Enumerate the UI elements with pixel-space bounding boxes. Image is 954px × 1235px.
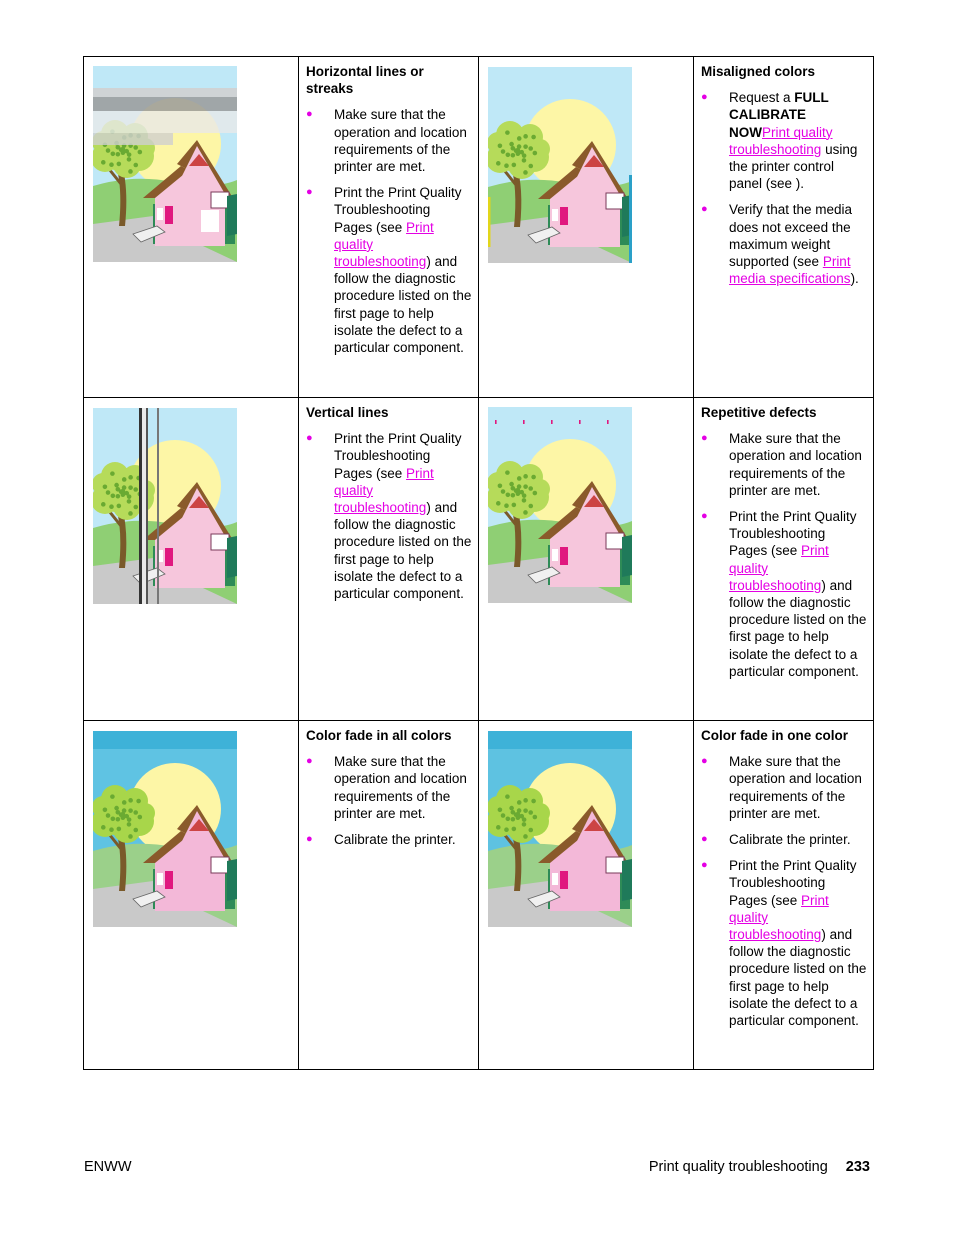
leaf-dot: [523, 808, 528, 813]
item-text: Print the Print Quality Troubleshooting Pages (see: [334, 431, 462, 481]
cross-reference-link[interactable]: Print quality troubleshooting: [334, 465, 434, 516]
leaf-dot: [509, 482, 514, 487]
text-cell: [694, 57, 874, 398]
list-item: [701, 89, 867, 192]
leaf-dot: [509, 142, 514, 147]
leaf-dot: [505, 470, 510, 475]
leaf-dot: [533, 491, 538, 496]
leaf-dot: [505, 130, 510, 135]
repeat-mark: [523, 420, 525, 424]
leaf-dot: [517, 800, 522, 805]
leaf-dot: [528, 828, 533, 833]
window: [606, 533, 624, 549]
bullet-icon: ●: [306, 186, 313, 199]
leaf-dot: [528, 486, 533, 491]
leaf-dot: [116, 152, 121, 157]
misaligned-colors-illustration: [479, 57, 693, 397]
cross-reference-link[interactable]: Print media specifications: [729, 254, 851, 287]
leaf-dot: [122, 808, 127, 813]
leaf-dot: [511, 146, 516, 151]
leaf-dot: [512, 827, 517, 832]
leaf-dot: [116, 817, 121, 822]
list-item: [306, 430, 472, 602]
tree-foliage: [530, 139, 550, 159]
leaf-dot: [127, 494, 132, 499]
list-item: [701, 430, 867, 499]
repetitive-defects-illustration: [479, 398, 693, 720]
leaf-dot: [528, 164, 533, 169]
leaf-dot: [114, 483, 119, 488]
cypress: [622, 859, 632, 901]
bullet-icon: ●: [701, 833, 708, 846]
streak-band: [93, 111, 237, 133]
leaf-dot: [523, 798, 528, 803]
repeat-mark: [551, 420, 553, 424]
item-text: Make sure that the operation and location requirements of the printer are met.: [334, 107, 467, 175]
side-window: [552, 873, 558, 885]
leaf-dot: [121, 150, 126, 155]
image-cell: [84, 398, 299, 721]
image-cell: [479, 721, 694, 1070]
vertical-line: [139, 408, 142, 604]
item-text: Make sure that the operation and location requirements of the printer are met.: [334, 754, 467, 821]
tree-foliage: [92, 796, 114, 818]
leaf-dot: [101, 160, 106, 165]
item-text: Print the Print Quality Troubleshooting Pages (see: [729, 858, 857, 908]
leaf-dot: [116, 494, 121, 499]
list-item: [306, 106, 472, 175]
leaf-dot: [512, 163, 517, 168]
leaf-dot: [516, 491, 521, 496]
list-item: [701, 831, 867, 848]
footer-section: Print quality troubleshooting: [648, 1159, 828, 1175]
vertical-lines-illustration: [84, 398, 298, 720]
misregistration-edge: [629, 175, 632, 263]
leaf-dot: [101, 502, 106, 507]
cross-reference-link[interactable]: Print quality troubleshooting: [729, 892, 829, 943]
leaf-dot: [531, 475, 536, 480]
image-cell: [479, 398, 694, 721]
item-text: Calibrate the printer.: [729, 832, 851, 848]
illustration-clip: [91, 731, 237, 927]
illustration-clip: [486, 67, 632, 263]
leaf-dot: [517, 808, 522, 813]
repeat-mark: [495, 420, 497, 424]
illustration-clip: [486, 407, 637, 603]
leaf-dot: [512, 503, 517, 508]
leaf-dot: [501, 489, 506, 494]
bullet-list: [701, 753, 867, 1029]
bullet-icon: ●: [306, 755, 313, 768]
leaf-dot: [504, 827, 509, 832]
item-text: Print the Print Quality Troubleshooting Pages (see: [729, 509, 857, 559]
leaf-dot: [128, 834, 133, 839]
leaf-dot: [523, 170, 528, 175]
leaf-dot: [522, 153, 527, 158]
text-cell: [694, 721, 874, 1070]
image-cell: [84, 57, 299, 398]
leaf-dot: [516, 815, 521, 820]
leaf-dot: [522, 158, 527, 163]
leaf-dot: [528, 810, 533, 815]
leaf-dot: [116, 810, 121, 815]
text-cell: [694, 398, 874, 721]
leaf-dot: [517, 476, 522, 481]
bullet-list: [306, 106, 472, 356]
item-text: ).: [795, 176, 805, 192]
leaf-dot: [109, 162, 114, 167]
cell-heading: Horizontal lines or streaks: [306, 64, 424, 97]
leaf-dot: [506, 152, 511, 157]
item-text: Calibrate the printer.: [334, 832, 456, 848]
leaf-dot: [533, 151, 538, 156]
bullet-icon: ●: [701, 755, 708, 768]
item-text: ) and follow the diagnostic procedure listed on the first page to help isolate the defect to a particular component.: [334, 254, 472, 356]
leaf-dot: [117, 162, 122, 167]
window: [606, 193, 624, 209]
leaf-dot: [101, 825, 106, 830]
leaf-dot: [523, 484, 528, 489]
leaf-dot: [128, 808, 133, 813]
illustration-clip: [486, 731, 632, 927]
leaf-dot: [517, 484, 522, 489]
side-window: [157, 208, 163, 220]
cypress: [622, 535, 632, 577]
leaf-dot: [109, 827, 114, 832]
leaf-dot: [528, 146, 533, 151]
leaf-dot: [127, 157, 132, 162]
bullet-icon: ●: [306, 833, 313, 846]
leaf-dot: [127, 152, 132, 157]
leaf-dot: [122, 477, 127, 482]
leaf-dot: [117, 504, 122, 509]
leaf-dot: [128, 169, 133, 174]
leaf-dot: [523, 510, 528, 515]
item-text: ).: [850, 271, 859, 287]
leaf-dot: [133, 828, 138, 833]
door: [165, 871, 173, 889]
streak-band: [93, 97, 237, 111]
table-row: [84, 57, 874, 398]
page-number: 233: [845, 1159, 870, 1175]
tree-foliage: [487, 472, 509, 494]
leaf-dot: [111, 816, 116, 821]
leaf-dot: [127, 499, 132, 504]
cell-heading: Misaligned colors: [701, 64, 816, 79]
leaf-dot: [523, 834, 528, 839]
leaf-dot: [506, 492, 511, 497]
vertical-line: [142, 408, 146, 604]
bullet-list: [306, 753, 472, 848]
side-window: [157, 873, 163, 885]
list-item: [701, 753, 867, 822]
leaf-dot: [531, 135, 536, 140]
item-text: Verify that the media does not exceed the maximum weight supported (see: [729, 202, 853, 270]
leaf-dot: [116, 487, 121, 492]
leaf-dot: [128, 798, 133, 803]
streak-patch: [201, 210, 219, 232]
leaf-dot: [138, 150, 143, 155]
bullet-list: [701, 430, 867, 680]
window: [211, 534, 229, 550]
leaf-dot: [523, 144, 528, 149]
leaf-dot: [516, 151, 521, 156]
window: [606, 857, 624, 873]
leaf-dot: [136, 799, 141, 804]
leaf-dot: [103, 484, 108, 489]
leaf-dot: [506, 816, 511, 821]
leaf-dot: [109, 504, 114, 509]
item-text: ) and follow the diagnostic procedure listed on the first page to help isolate the defect to a particular component.: [729, 927, 867, 1029]
cell-heading: Color fade in one color: [701, 728, 849, 743]
repeat-mark: [635, 420, 637, 424]
list-item: [306, 831, 472, 848]
table-row: [84, 398, 874, 721]
leaf-dot: [121, 815, 126, 820]
leaf-dot: [117, 827, 122, 832]
leaf-dot: [498, 807, 503, 812]
leaf-dot: [122, 800, 127, 805]
color-fade-all-illustration: [84, 721, 298, 1069]
cross-reference-link[interactable]: Print quality troubleshooting: [334, 219, 434, 270]
leaf-dot: [511, 153, 516, 158]
leaf-dot: [106, 490, 111, 495]
leaf-dot: [498, 143, 503, 148]
leaf-dot: [127, 822, 132, 827]
cross-reference-link[interactable]: Print quality troubleshooting: [729, 124, 833, 157]
leaf-dot: [533, 815, 538, 820]
leaf-dot: [528, 504, 533, 509]
leaf-dot: [106, 813, 111, 818]
door: [165, 548, 173, 566]
leaf-dot: [504, 503, 509, 508]
bullet-icon: ●: [701, 203, 708, 216]
illustration-clip: [91, 66, 237, 262]
footer-left: ENWW: [84, 1159, 132, 1175]
door: [560, 207, 568, 225]
tree-foliage: [92, 473, 114, 495]
list-item: [701, 201, 867, 287]
side-window: [552, 549, 558, 561]
tree-foliage: [487, 132, 509, 154]
vertical-line: [146, 408, 148, 604]
image-cell: [479, 57, 694, 398]
item-text: Print the Print Quality Troubleshooting Pages (see: [334, 185, 462, 235]
misregistration-edge: [488, 197, 491, 247]
bullet-icon: ●: [701, 859, 708, 872]
leaf-dot: [522, 498, 527, 503]
leaf-dot: [122, 485, 127, 490]
door: [165, 206, 173, 224]
leaf-dot: [133, 487, 138, 492]
item-text: ) and follow the diagnostic procedure listed on the first page to help isolate the defect to a particular component.: [334, 500, 472, 602]
leaf-dot: [501, 813, 506, 818]
emphasis-text: FULL CALIBRATE NOW: [729, 90, 829, 140]
leaf-dot: [133, 145, 138, 150]
leaf-dot: [128, 511, 133, 516]
item-text: ) and follow the diagnostic procedure listed on the first page to help isolate the defect to a particular component.: [729, 577, 867, 679]
defect-table: [83, 56, 874, 1070]
item-text: Make sure that the operation and location requirements of the printer are met.: [729, 754, 862, 821]
table-row: [84, 721, 874, 1070]
bullet-icon: ●: [306, 108, 313, 121]
tree-foliage: [135, 803, 155, 823]
leaf-dot: [523, 134, 528, 139]
leaf-dot: [103, 807, 108, 812]
leaf-dot: [111, 151, 116, 156]
leaf-dot: [511, 493, 516, 498]
cell-heading: Repetitive defects: [701, 405, 817, 420]
image-cell: [84, 721, 299, 1070]
leaf-dot: [496, 825, 501, 830]
footer-right: [649, 1159, 870, 1175]
sky-band: [488, 731, 632, 749]
leaf-dot: [523, 474, 528, 479]
streak-band: [93, 133, 173, 145]
cell-heading: Vertical lines: [306, 405, 389, 420]
tree-foliage: [487, 796, 509, 818]
leaf-dot: [522, 817, 527, 822]
tree-foliage: [530, 803, 550, 823]
cypress: [227, 194, 237, 236]
illustration-clip: [91, 408, 237, 604]
leaf-dot: [114, 806, 119, 811]
bullet-icon: ●: [701, 91, 708, 104]
leaf-dot: [498, 483, 503, 488]
text-cell: [299, 57, 479, 398]
color-fade-one-illustration: [479, 721, 693, 1069]
leaf-dot: [133, 163, 138, 168]
cell-heading: Color fade in all colors: [306, 728, 452, 743]
streak-band: [93, 88, 237, 97]
leaf-dot: [496, 501, 501, 506]
item-text: Make sure that the operation and location requirements of the printer are met.: [729, 431, 862, 498]
bullet-list: [701, 89, 867, 287]
leaf-dot: [133, 810, 138, 815]
list-item: [701, 857, 867, 1029]
leaf-dot: [531, 799, 536, 804]
window: [211, 857, 229, 873]
item-text: using the printer control panel (see: [729, 141, 858, 192]
text-cell: [299, 721, 479, 1070]
item-text: Request a: [729, 90, 795, 106]
leaf-dot: [133, 505, 138, 510]
leaf-dot: [110, 794, 115, 799]
list-item: [306, 184, 472, 356]
leaf-dot: [517, 136, 522, 141]
tree-foliage: [530, 479, 550, 499]
leaf-dot: [138, 815, 143, 820]
leaf-dot: [127, 817, 132, 822]
repeat-mark: [607, 420, 609, 424]
horizontal-streaks-illustration: [84, 57, 298, 397]
leaf-dot: [505, 794, 510, 799]
leaf-dot: [511, 817, 516, 822]
leaf-dot: [106, 148, 111, 153]
text-cell: [299, 398, 479, 721]
leaf-dot: [511, 810, 516, 815]
bullet-icon: ●: [701, 510, 708, 523]
sky-band: [93, 731, 237, 749]
list-item: [701, 508, 867, 680]
door: [560, 871, 568, 889]
leaf-dot: [504, 163, 509, 168]
leaf-dot: [522, 822, 527, 827]
bullet-list: [306, 430, 472, 602]
cypress: [227, 536, 237, 578]
leaf-dot: [509, 806, 514, 811]
repeat-mark: [579, 420, 581, 424]
cross-reference-link[interactable]: Print quality troubleshooting: [729, 543, 829, 593]
bullet-icon: ●: [701, 432, 708, 445]
leaf-dot: [128, 475, 133, 480]
bullet-icon: ●: [306, 432, 313, 445]
leaf-dot: [522, 493, 527, 498]
leaf-dot: [501, 149, 506, 154]
leaf-dot: [110, 471, 115, 476]
leaf-dot: [128, 485, 133, 490]
leaf-dot: [517, 144, 522, 149]
leaf-dot: [496, 161, 501, 166]
door: [560, 547, 568, 565]
vertical-line: [157, 408, 159, 604]
window: [211, 192, 229, 208]
leaf-dot: [511, 486, 516, 491]
leaf-dot: [111, 493, 116, 498]
side-window: [552, 209, 558, 221]
cypress: [227, 859, 237, 901]
leaf-dot: [121, 492, 126, 497]
leaf-dot: [116, 145, 121, 150]
list-item: [306, 753, 472, 822]
